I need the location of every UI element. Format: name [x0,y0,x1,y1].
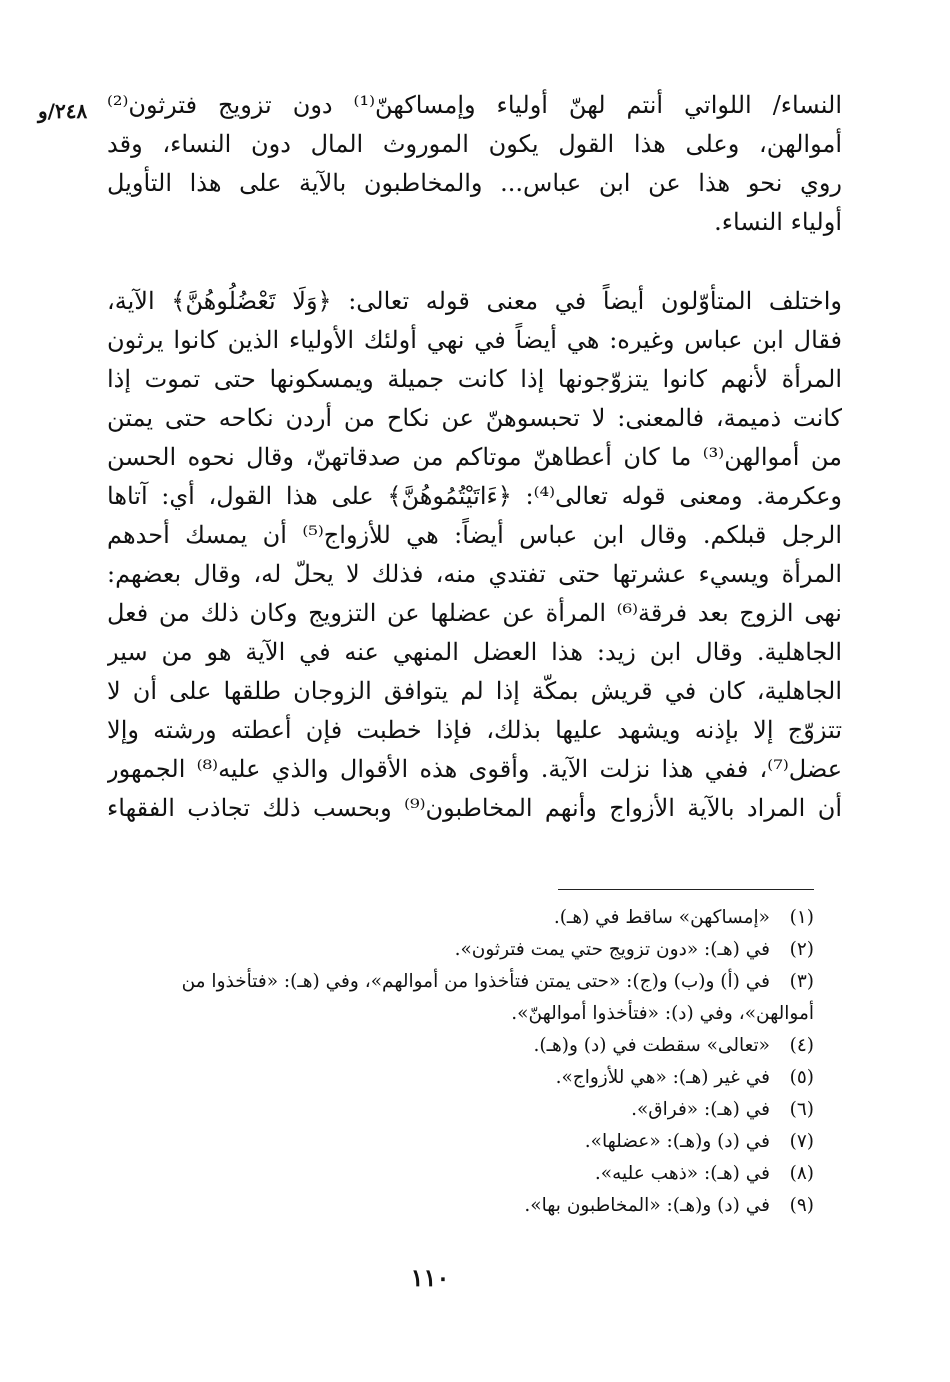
text-line: واختلف المتأوّلون أيضاً في معنى قوله تعالى: ﴿وَلَا تَعْضُلُوهُنَّ﴾ الآية، [107,287,842,315]
footnote-line: في (هـ): «دون تزويج حتي يمت فترثون». [454,939,770,960]
footnote-text [109,1126,770,1158]
footnote-number: (٩) [789,1195,814,1216]
footnote [109,902,814,934]
text-line: كانت ذميمة، فالمعنى: لا تحبسوهنّ عن نكاح من أردن نكاحه حتى يمتن [107,404,842,432]
footnote-line: في (أ) و(ب) و(ج): «حتى يمتن فتأخذوا من أموالهم»، وفي (هـ): «فتأخذوا من [181,971,770,992]
text-line: من أموالهن⁽³⁾ ما كان أعطاهنّ موتاكم من صدقاتهنّ، وقال نحوه الحسن [107,443,842,471]
footnote-line: في (هـ): «ذهب عليه». [594,1163,770,1184]
footnote-text [109,934,770,966]
footnote-number: (٦) [789,1099,814,1120]
footnote-number: (٤) [789,1035,814,1056]
footnote-line: أموالهن»، وفي (د): «فتأخذوا أموالهنّ». [511,1003,814,1024]
footnote-line: «إمساكهن» ساقط في (هـ). [553,907,770,928]
footnote [109,966,814,1030]
text-line: المرأة ويسيء عشرتها حتى تفتدي منه، فذلك لا يحلّ له، وقال بعضهم: [107,560,842,588]
footnote-line: «تعالى» سقطت في (د) و(هـ). [533,1035,770,1056]
text-line: الرجل قبلكم. وقال ابن عباس أيضاً: هي للأزواج⁽⁵⁾ أن يمسك أحدهم [107,521,842,549]
footnote-text [109,1190,770,1222]
footnote-text [109,1030,770,1062]
footnote [109,1094,814,1126]
text-line: أولياء النساء. [714,208,842,236]
footnote [109,1062,814,1094]
text-line: النساء/ اللواتي أنتم لهنّ أولياء وإمساكهنّ⁽¹⁾ دون تزويج فترثون⁽²⁾ [107,91,842,119]
text-line: عضل⁽⁷⁾، ففي هذا نزلت الآية. وأقوى هذه الأقوال والذي عليه⁽⁸⁾ الجمهور [107,755,842,783]
footnote-line: في (د) و(هـ): «عضلها». [584,1131,770,1152]
text-line: روي نحو هذا عن ابن عباس... والمخاطبون بالآية على هذا التأويل [107,169,842,197]
text-line: أن المراد بالآية الأزواج وأنهم المخاطبون⁽⁹⁾ وبحسب ذلك تجاذب الفقهاء [107,794,842,822]
footnote-number: (١) [789,907,814,928]
text-line: الجاهلية. وقال ابن زيد: هذا العضل المنهي عنه في الآية هو من سير [107,638,842,666]
footnote-number: (٣) [789,971,814,992]
footnote-number: (٢) [789,939,814,960]
footnote-separator [558,889,814,890]
footnote-text [109,902,770,934]
footnote-text [109,1158,770,1190]
text-line: فقال ابن عباس وغيره: هي أيضاً في نهي أولئك الأولياء الذين كانوا يرثون [107,326,842,354]
footnote [109,934,814,966]
footnote-number: (٨) [789,1163,814,1184]
text-line: نهى الزوج بعد فرقة⁽⁶⁾ المرأة عن عضلها عن التزويج وكان ذلك من فعل [107,599,842,627]
text-line: أموالهن، وعلى هذا القول يكون الموروث المال دون النساء، وقد [107,130,842,158]
footnote-text [109,1062,770,1094]
text-line: وعكرمة. ومعنى قوله تعالى⁽⁴⁾: ﴿ءَاتَيْتُمُوهُنَّ﴾ على هذا القول، أي: آتاها [107,482,842,510]
paragraph-2 [107,282,842,828]
footnote-line: في غير (هـ): «هي للأزواج». [555,1067,770,1088]
footnote [109,1158,814,1190]
footnote-line: في (هـ): «فراق». [631,1099,770,1120]
footnote [109,1126,814,1158]
marginal-folio-note: ٢٤٨/و [38,99,88,123]
footnote-number: (٥) [789,1067,814,1088]
footnote-text [109,1094,770,1126]
footnote-text [109,966,814,1030]
text-line: المرأة لأنهم كانوا يتزوّجونها إذا كانت جميلة ويمسكونها حتى تموت إذا [107,365,842,393]
footnote [109,1190,814,1222]
paragraph-1 [107,86,842,242]
page-number: ١١٠ [410,1263,450,1292]
footnote [109,1030,814,1062]
text-line: الجاهلية، كان في قريش بمكّة إذا لم يتوافق الزوجان طلقها على أن لا [107,677,842,705]
footnote-number: (٧) [789,1131,814,1152]
footnotes [109,902,814,1222]
text-line: تتزوّج إلا بإذنه ويشهد عليها بذلك، فإذا خطبت فإن أعطته ورشته وإلا [107,716,842,744]
footnote-line: في (د) و(هـ): «المخاطبون بها». [524,1195,770,1216]
